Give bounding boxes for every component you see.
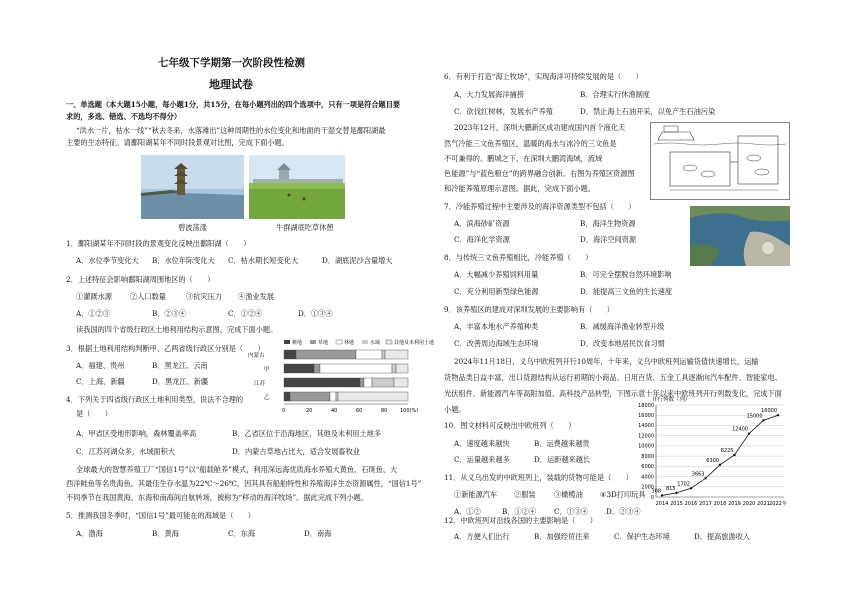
- q9-option-c: C．改善周边海域生态环境: [454, 339, 539, 348]
- q4-option-a: A．甲省区受地形影响，森林覆盖率高: [76, 429, 197, 438]
- q4-option-c: C．江苏河湖众多，水域面积大: [76, 447, 175, 456]
- question-2: 2．上述特征会影响鄱阳湖周围地区的（ ）: [66, 275, 215, 284]
- legend-forest: 林地: [344, 340, 355, 346]
- q12-option-a: A．方便人们出行: [454, 532, 510, 541]
- data-point: [748, 432, 750, 434]
- bar-jia-forest: [320, 364, 392, 373]
- bar-jia-water: [392, 364, 396, 373]
- question-4: 4．下列关于四省级行政区土地利用类型，说法不合理的: [66, 395, 244, 404]
- q1-option-d: D．湖底泥沙含量增大: [322, 256, 393, 265]
- q6-option-b: B．合理实行休渔制度: [580, 90, 650, 99]
- q1-option-b: B．水位年际变化大: [152, 256, 215, 265]
- data-label: 12400: [732, 426, 748, 433]
- q8-option-c: C．充分利用新型绿色能源: [454, 287, 539, 296]
- row-label-yi: 乙: [264, 395, 270, 401]
- passage-7a: 2023年12月，深圳大鹏新区成功建成国内首个液化天: [454, 123, 626, 132]
- q3-option-b: B．黑龙江、云南: [152, 361, 208, 370]
- data-label: 15000: [746, 413, 763, 420]
- q3-option-c: C．上海、新疆: [76, 377, 125, 386]
- q2-statement-2: ②人口数量: [130, 292, 166, 301]
- y-tick-label: 8000: [641, 453, 654, 460]
- q8-option-d: D．能提高三文鱼的生长速度: [580, 287, 673, 296]
- row-label-jia: 甲: [264, 367, 270, 373]
- lake-photo-water: [141, 155, 244, 219]
- q11-option-d: D．②③④: [606, 507, 641, 516]
- q6-option-c: C．砍伐红树林，发展水产养殖: [454, 107, 553, 116]
- data-label: 6300: [706, 457, 719, 464]
- x-tick-label: 2014: [655, 501, 669, 507]
- q11-option-a: A．①②: [454, 507, 481, 516]
- bar-inner-mongolia-grassland: [296, 350, 356, 359]
- bar-jiangsu-grassland: [360, 378, 364, 387]
- q5-option-b: B．黄海: [152, 529, 179, 538]
- bar-yi-forest: [330, 392, 336, 401]
- bar-yi-grassland: [290, 392, 330, 401]
- y-tick-label: 14000: [638, 423, 654, 430]
- legend-grassland: 草地: [318, 340, 329, 346]
- x-tick-label: 2016: [684, 501, 698, 507]
- q11-statement-3: ③橄榄油: [554, 490, 583, 499]
- q4-option-b: B．乙省区位于沿海地区，其他及未利用土地多: [232, 429, 382, 438]
- data-label: 815: [665, 485, 676, 492]
- legend-farmland: 耕地: [292, 340, 303, 346]
- data-label: 308: [651, 488, 661, 495]
- q10-option-a: A．速度越来越快: [454, 439, 510, 448]
- passage-7c: 不可兼得的。鹏城之下，在深圳大鹏湾海域，流域: [444, 154, 603, 163]
- passage-10b: 货物品类日益丰富，出口货源结构从运行初期的小商品、日用百货、五金工具逐渐向汽车配件、智能家电、: [444, 373, 782, 382]
- q12-option-c: C．保护生态环境: [614, 532, 670, 541]
- section-heading-2: 求的，多选、错选、不选均不得分）: [66, 112, 182, 121]
- aquaculture-area-photo: [690, 206, 790, 266]
- question-3: 3．根据土地利用结构判断甲、乙两省级行政区分别是（ ）: [66, 344, 265, 353]
- q2-option-c: C．①②④: [228, 309, 263, 318]
- data-point: [762, 419, 764, 421]
- passage-7d: 色能源”与“蓝色粮仓”的跨界融合创新。右图为养殖区资源图: [444, 169, 635, 178]
- question-11: 11．从义乌出发的中欧班列上，装载的货物可能是（ ）: [444, 473, 633, 482]
- bar-jiangsu-forest: [364, 378, 372, 387]
- data-point: [777, 414, 779, 416]
- q6-option-d: D．禁止海上石油开采，以免产生石油污染: [580, 107, 716, 116]
- question-10: 10．图文材料可反映出中欧班列（ ）: [444, 421, 576, 430]
- lake-photo-grassland: [249, 155, 345, 219]
- data-point: [690, 487, 692, 489]
- q2-option-a: A．①②③: [76, 309, 110, 318]
- q8-option-a: A．大幅减少养殖饲料用量: [454, 270, 539, 279]
- q3-option-a: A．福建、贵州: [76, 361, 125, 370]
- q11-option-c: C．①③④: [554, 507, 589, 516]
- x-tick-label: 2019: [728, 501, 741, 507]
- passage-7b: 然气冷能三文鱼养殖区，温暖的海水与冰冷的三文鱼是: [444, 139, 617, 148]
- row-label-inner-mongolia: 内蒙古: [248, 353, 265, 359]
- bar-jia-other: [396, 364, 408, 373]
- q10-option-b: B．运费越来越贵: [534, 439, 590, 448]
- passage-1: “洪水一片，枯水一线”“秋去冬来，水落滩出”这种周期性的水位变化和地面的干湿交替是鄱阳湖最: [76, 126, 386, 135]
- data-label: 8225: [720, 447, 734, 454]
- question-6: 6．有利于打造“海上牧场”，实现海洋可持续发展的是（ ）: [444, 72, 643, 81]
- x-tick-label: 2022年: [769, 501, 787, 507]
- passage-10a: 2024年11月18日，义乌中欧班列开行10周年，十年来，义乌中欧班列运输货值快速增长，运输: [454, 357, 759, 366]
- y-tick-label: 0: [650, 494, 654, 501]
- y-tick-label: 4000: [641, 474, 654, 481]
- data-label: 1702: [677, 481, 690, 488]
- q7-option-d: D．海洋空间资源: [580, 235, 637, 244]
- question-4b: 是（ ）: [76, 409, 112, 418]
- question-12: 12．中欧班列对沿线各国的主要影响是（ ）: [444, 516, 597, 525]
- passage-7e: 和冷能养殖原理示意图。据此，完成下面小题。: [444, 184, 595, 193]
- caption-water: 碧波荡漾: [178, 223, 207, 232]
- passage-5b: 西洋鲑鱼等名贵海鱼，其最佳生存水温为22℃～26℃，因其具有船舶特性和养殖海洋生态资源属性，“国信1号”: [66, 479, 422, 488]
- section-heading: 一、单选题（本大题15小题，每小题1分，共15分，在每小题列出的四个选项中，只有一项是符合题目要: [66, 100, 401, 109]
- bar-jia-farmland: [284, 364, 314, 373]
- bar-jiangsu-water: [372, 378, 394, 387]
- train-count-chart: [626, 393, 790, 511]
- q4-option-d: D．内蒙古草地占比大，适合发展畜牧业: [232, 447, 360, 456]
- data-point: [661, 494, 663, 496]
- legend-other: 其他及未利用土地: [394, 340, 435, 346]
- data-label: 16000: [761, 408, 777, 415]
- q9-option-a: A．丰富本地水产养殖种类: [454, 322, 539, 331]
- y-tick-label: 12000: [638, 433, 654, 440]
- q1-option-c: C．枯水期长短变化大: [228, 256, 299, 265]
- tick-100: 100(%): [400, 408, 419, 414]
- data-point: [704, 477, 706, 479]
- question-9: 9．该养殖区的建成对深圳发展的主要影响有（ ）: [444, 305, 614, 314]
- q10-option-c: C．运量越来越多: [454, 455, 510, 464]
- cold-energy-diagram: [650, 122, 790, 200]
- y-tick-label: 6000: [641, 464, 654, 471]
- q5-option-a: A．渤海: [76, 529, 103, 538]
- bar-inner-mongolia-other: [385, 350, 408, 359]
- tick-60: 60: [356, 408, 363, 414]
- legend-water: 水域: [370, 340, 381, 346]
- bar-jia-grassland: [314, 364, 320, 373]
- q2-statement-3: ③抗灾压力: [186, 292, 222, 301]
- q7-option-a: A．滨海砂矿资源: [454, 219, 510, 228]
- tick-40: 40: [331, 408, 338, 414]
- q2-option-b: B．②③④: [152, 309, 187, 318]
- y-tick-label: 18000: [638, 402, 654, 409]
- q11-statement-2: ②服装: [514, 490, 536, 499]
- right-column: [430, 0, 860, 608]
- y-tick-label: 10000: [638, 443, 654, 450]
- question-7: 7．冷能养殖过程中主要涉及的海洋资源类型不包括（ ）: [444, 202, 636, 211]
- data-label: 3663: [691, 471, 705, 478]
- data-point: [733, 454, 735, 456]
- q9-option-b: B．减缓海洋渔业转型升级: [580, 322, 665, 331]
- q3-option-d: D．黑龙江、新疆: [152, 377, 209, 386]
- q6-option-a: A．大力发展海洋捕捞: [454, 90, 524, 99]
- q2-option-d: D．①③④: [298, 309, 333, 318]
- tick-0: 0: [282, 408, 286, 414]
- row-label-jiangsu: 江苏: [254, 381, 266, 387]
- q7-option-c: C．海洋化学资源: [454, 235, 510, 244]
- question-1: 1．鄱阳湖某年不同时段的景观变化反映出鄱阳湖（ ）: [66, 239, 251, 248]
- q2-statement-4: ④渔业发展: [238, 292, 274, 301]
- land-use-chart: [248, 338, 435, 418]
- q12-option-b: B．加强经贸往来: [534, 532, 590, 541]
- tick-20: 20: [306, 408, 313, 414]
- bar-jiangsu-other: [394, 378, 408, 387]
- q5-option-c: C．东海: [228, 529, 256, 538]
- exam-title: 七年级下学期第一次阶段性检测: [158, 57, 305, 69]
- x-tick-label: 2021: [757, 501, 770, 507]
- subject-title: 地理试卷: [209, 78, 253, 91]
- y-tick-label: 2000: [641, 484, 654, 491]
- y-tick-label: 16000: [638, 413, 654, 420]
- bar-yi-farmland: [284, 392, 290, 401]
- bar-inner-mongolia-forest: [356, 350, 382, 359]
- q7-option-b: B．海洋生物资源: [580, 219, 636, 228]
- passage-10c: 光伏组件、新能源汽车等高附加值、高科技产品转型，下图示意十年以来中欧班列开行列数变化，完成下面: [444, 389, 782, 398]
- q11-statement-4: ④3D打印玩具: [600, 490, 646, 499]
- q10-option-d: D．运距越来越长: [534, 455, 591, 464]
- bar-inner-mongolia-farmland: [284, 350, 296, 359]
- x-tick-label: 2017: [699, 501, 712, 507]
- q11-statement-1: ①新能源汽车: [454, 490, 498, 499]
- bar-yi-other: [338, 392, 408, 401]
- intro-3: 读我国的四个省级行政区土地利用结构示意图，完成下面小题。: [76, 325, 278, 334]
- chart-title: 开行列数（列）: [652, 397, 691, 403]
- question-8: 8．与传统三文鱼养殖相比，冷能养殖（ ）: [444, 253, 593, 262]
- bar-yi-water: [336, 392, 338, 401]
- q9-option-d: D．改变本地居民饮食习惯: [580, 339, 665, 348]
- passage-1b: 主要的生态特征。请鄱阳湖某年不同时段景观对比图，完成下面小题。: [66, 138, 289, 147]
- q2-statement-1: ①灌溉水源: [76, 292, 112, 301]
- data-point: [675, 492, 677, 494]
- passage-5c: 不同季节在我国黄海、东海和南海间自航转场，被称为“移动的海洋牧场”。据此完成下列小题。: [66, 493, 369, 502]
- q8-option-b: B．可完全摆脱自然环境影响: [580, 270, 672, 279]
- x-tick-label: 2018: [713, 501, 727, 507]
- passage-10d: 小题。: [444, 405, 466, 414]
- data-point: [719, 464, 721, 466]
- q11-option-b: B．①②④: [502, 507, 537, 516]
- bar-jiangsu-farmland: [284, 378, 360, 387]
- q12-option-d: D．提高旅游收入: [694, 532, 751, 541]
- passage-5a: 全球最大的智慧养殖工厂“国信1号”以“船载舱养”模式，利用深远海优质海水养殖大黄鱼、石斑鱼、大: [76, 465, 398, 474]
- q5-option-d: D．南海: [304, 529, 332, 538]
- x-tick-label: 2015: [670, 501, 683, 507]
- question-5: 5．推测我国冬季时，“国信1号”最可能在的海域是（ ）: [66, 511, 255, 520]
- x-tick-label: 2020: [742, 501, 756, 507]
- bar-inner-mongolia-water: [382, 350, 385, 359]
- tick-80: 80: [381, 408, 388, 414]
- q1-option-a: A．水位季节变化大: [76, 256, 139, 265]
- caption-grassland: 牛群湖底吃草休憩: [276, 223, 334, 232]
